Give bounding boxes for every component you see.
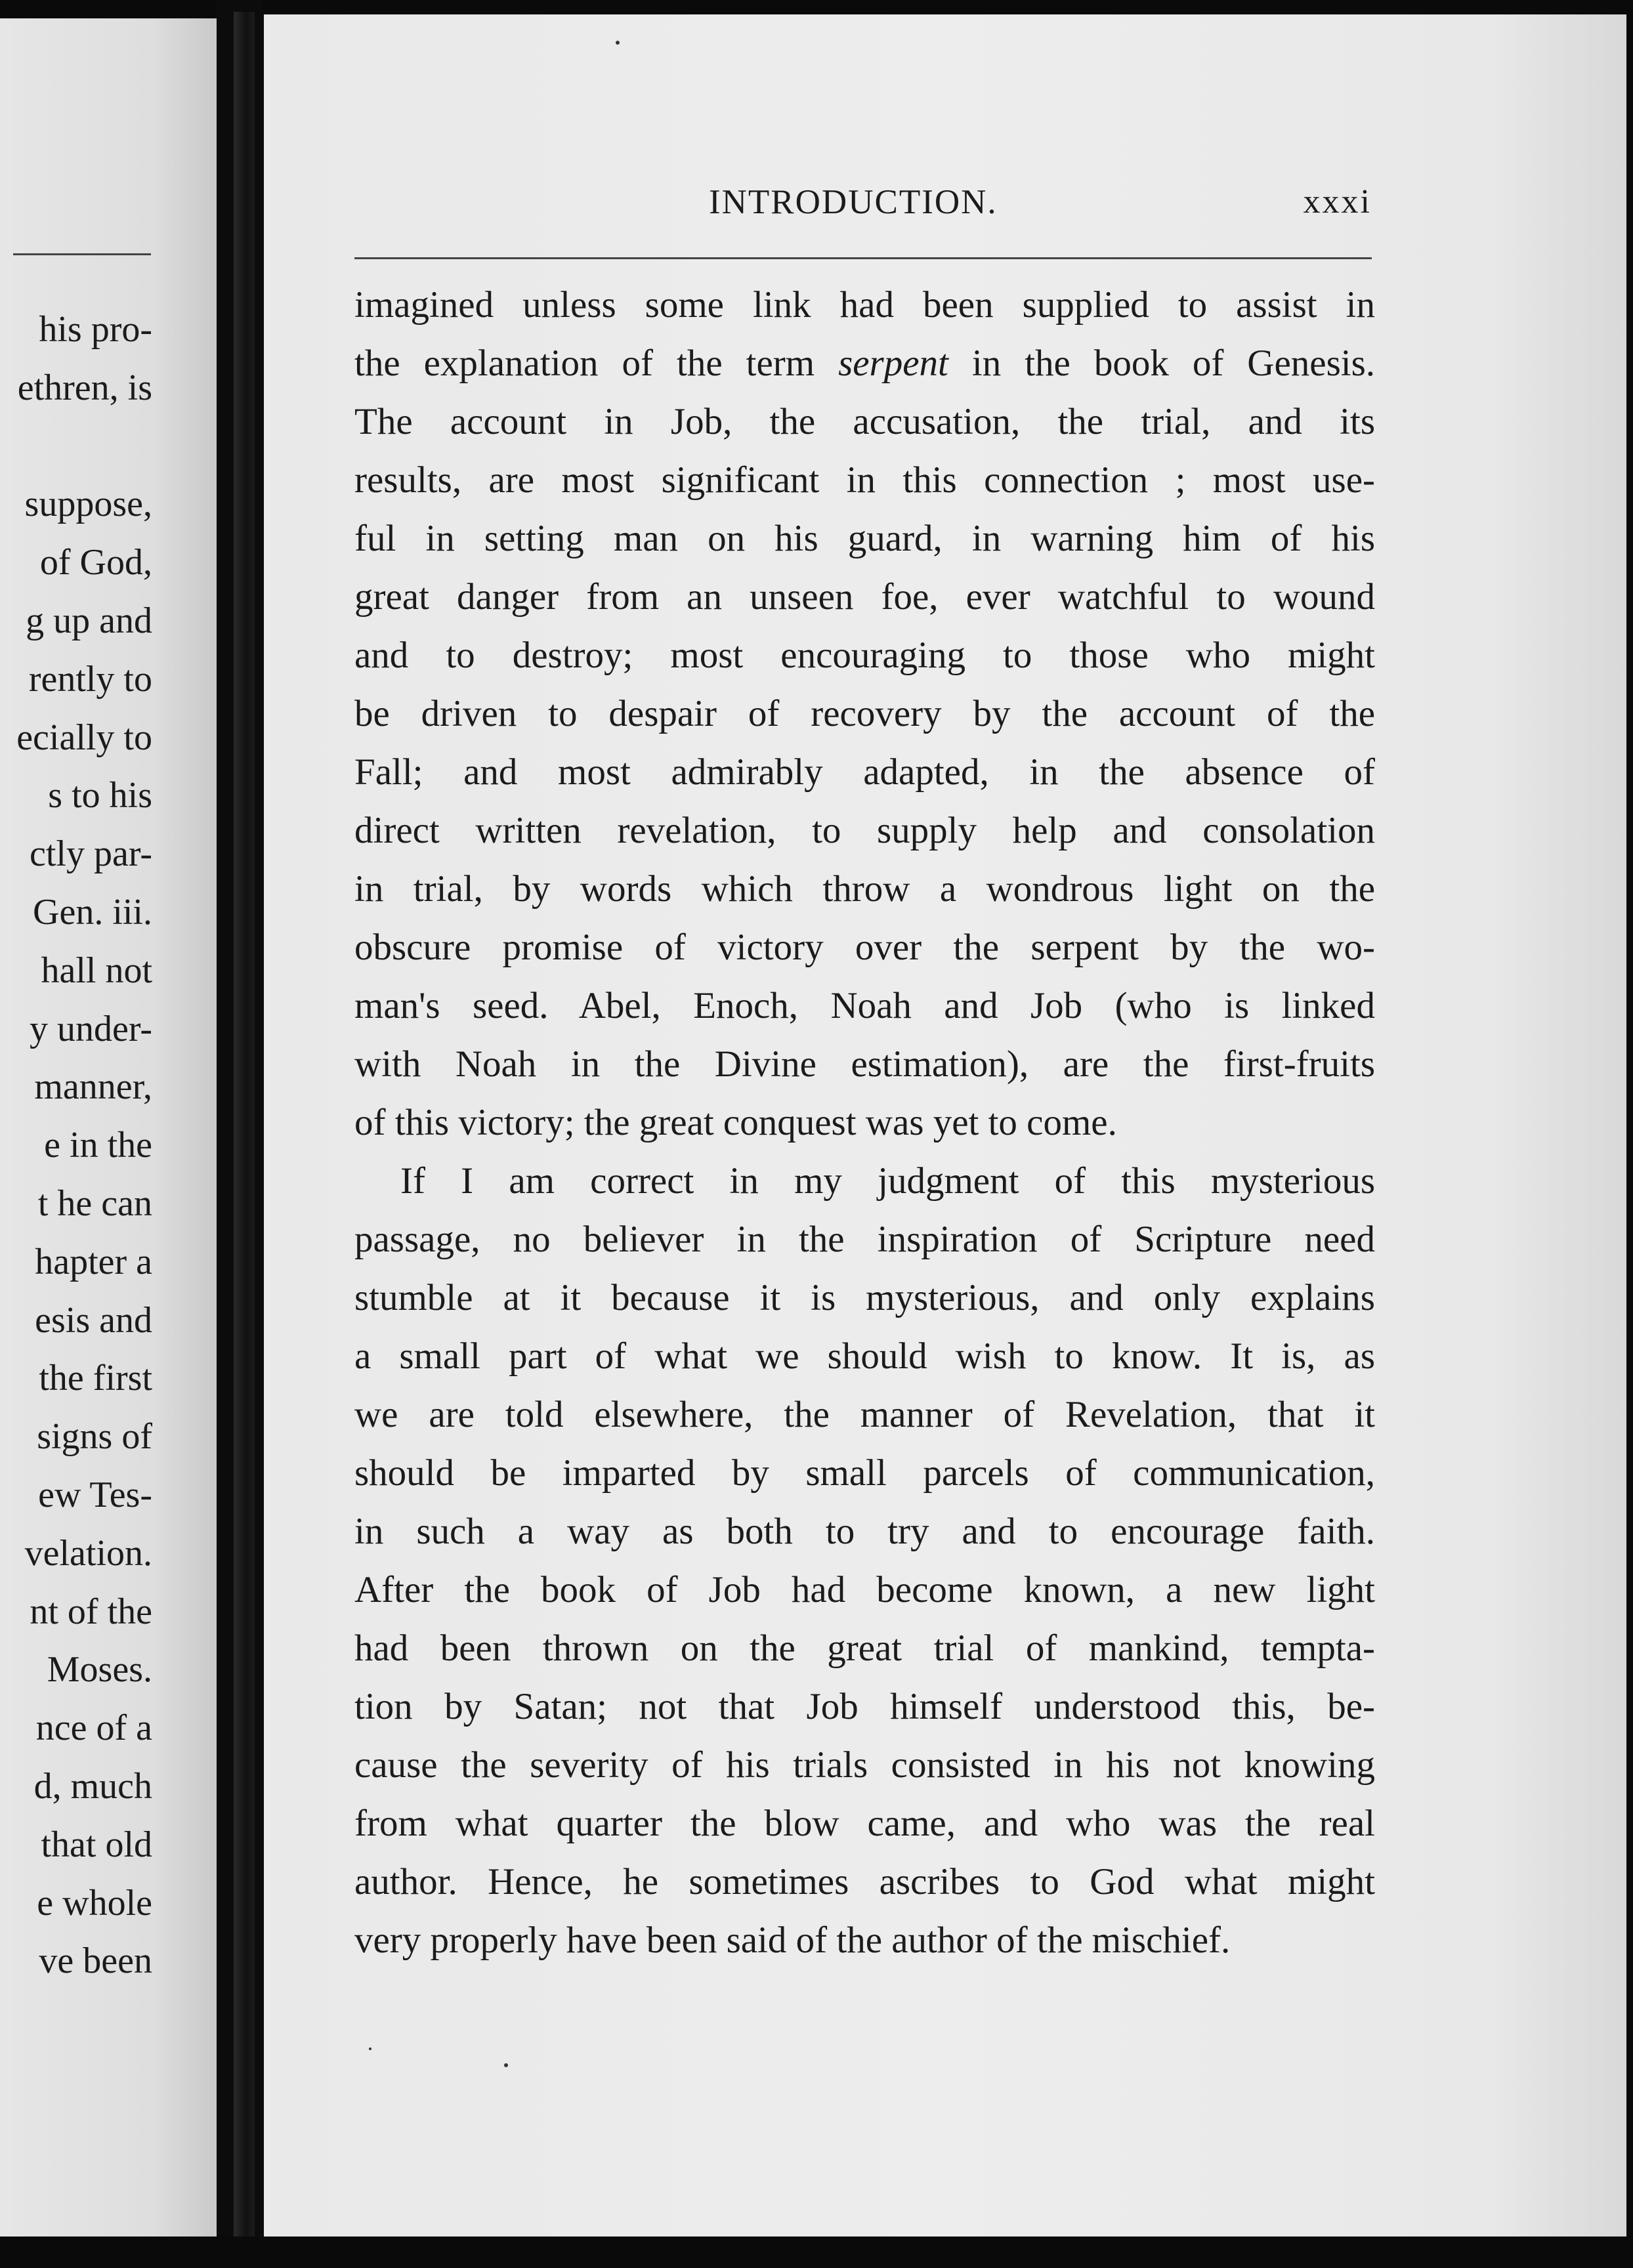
scan-bottom-edge <box>0 2236 1633 2268</box>
paragraph-first-line: If I am correct in my judgment of this mysterious <box>400 1160 1375 1202</box>
text-span: in the book of Genesis. <box>971 343 1376 384</box>
left-line: e in the <box>44 1125 152 1166</box>
left-line: Gen. iii. <box>33 891 152 933</box>
left-line: e whole <box>37 1882 152 1923</box>
left-line: hapter a <box>35 1241 152 1282</box>
left-line: y under- <box>29 1008 152 1049</box>
left-page-header-rule <box>13 253 151 255</box>
text-line: should be imparted by small parcels of communication, <box>354 1452 1375 1494</box>
left-line: the first <box>39 1358 152 1399</box>
left-line: ecially to <box>16 717 152 758</box>
left-line <box>16 417 152 476</box>
left-line: g up and <box>26 600 152 641</box>
left-line: ew Tes- <box>38 1474 152 1515</box>
italic-word: serpent <box>838 343 948 384</box>
left-line: ctly par- <box>29 833 152 875</box>
left-line: t he can <box>37 1183 152 1224</box>
left-line: manner, <box>34 1066 152 1108</box>
left-line: that old <box>41 1824 152 1865</box>
text-line: The account in Job, the accusation, the trial, and its <box>354 401 1375 442</box>
text-line: tion by Satan; not that Job himself understood this, be- <box>354 1686 1375 1727</box>
left-line: s to his <box>48 775 152 816</box>
left-page-text <box>16 301 152 1990</box>
header-rule <box>354 257 1372 259</box>
left-line: of God, <box>39 542 152 583</box>
paper-speck <box>504 2063 508 2067</box>
left-line: nt of the <box>30 1591 152 1632</box>
text-line: from what quarter the blow came, and who was the real <box>354 1803 1375 1844</box>
text-line: and to destroy; most encouraging to those who might <box>354 635 1375 676</box>
text-line: with Noah in the Divine estimation), are the first-fruits <box>354 1043 1375 1085</box>
text-line: results, are most significant in this connection ; most use- <box>354 459 1375 501</box>
right-page-text <box>354 276 1375 1969</box>
left-line: hall not <box>41 950 152 991</box>
left-line: d, much <box>33 1765 152 1807</box>
text-line: we are told elsewhere, the manner of Revelation, that it <box>354 1394 1375 1435</box>
text-line: very properly have been said of the author of the mischief. <box>354 1920 1231 1961</box>
text-line: Fall; and most admirably adapted, in the absence of <box>354 751 1375 793</box>
paper-speck <box>369 2048 371 2050</box>
left-line: ve been <box>39 1941 152 1982</box>
text-line: in such a way as both to try and to encourage faith. <box>354 1511 1375 1552</box>
left-line: nce of a <box>35 1708 152 1749</box>
text-line: passage, no believer in the inspiration of Scripture need <box>354 1219 1375 1260</box>
text-line: ful in setting man on his guard, in warning him of his <box>354 518 1375 559</box>
running-head-title: INTRODUCTION. <box>709 183 998 221</box>
text-line: in trial, by words which throw a wondrous light on the <box>354 868 1375 910</box>
left-page <box>0 18 217 2247</box>
text-line: stumble at it because it is mysterious, and only explains <box>354 1277 1375 1318</box>
text-line: obscure promise of victory over the serpent by the wo- <box>354 927 1375 968</box>
left-line: signs of <box>37 1416 152 1458</box>
left-line: velation. <box>24 1532 152 1574</box>
text-line: After the book of Job had become known, a new light <box>354 1569 1375 1610</box>
left-line: ethren, is <box>17 367 152 408</box>
left-line: esis and <box>35 1299 152 1341</box>
text-span: the explanation of the term <box>354 343 815 384</box>
text-line: a small part of what we should wish to know. It is, as <box>354 1335 1375 1377</box>
page-number: xxxi <box>1303 183 1372 220</box>
text-line <box>354 334 1375 392</box>
text-line: imagined unless some link had been supplied to assist in <box>354 284 1375 326</box>
text-line: of this victory; the great conquest was yet to come. <box>354 1102 1117 1143</box>
text-line: great danger from an unseen foe, ever watchful to wound <box>354 576 1375 618</box>
text-line: be driven to despair of recovery by the account of the <box>354 693 1375 734</box>
book-spine-shadow <box>234 12 255 2256</box>
text-line: man's seed. Abel, Enoch, Noah and Job (who is linked <box>354 985 1375 1026</box>
text-line: had been thrown on the great trial of mankind, tempta- <box>354 1628 1375 1669</box>
left-line: suppose, <box>24 484 152 525</box>
running-header <box>354 182 1372 235</box>
text-line: cause the severity of his trials consisted in his not knowing <box>354 1744 1375 1786</box>
left-line: Moses. <box>47 1649 152 1690</box>
text-line: author. Hence, he sometimes ascribes to God what might <box>354 1861 1375 1902</box>
text-line: direct written revelation, to supply help and consolation <box>354 810 1375 851</box>
left-line: his pro- <box>39 309 152 350</box>
left-line: rently to <box>28 658 152 700</box>
paper-speck <box>616 41 620 45</box>
